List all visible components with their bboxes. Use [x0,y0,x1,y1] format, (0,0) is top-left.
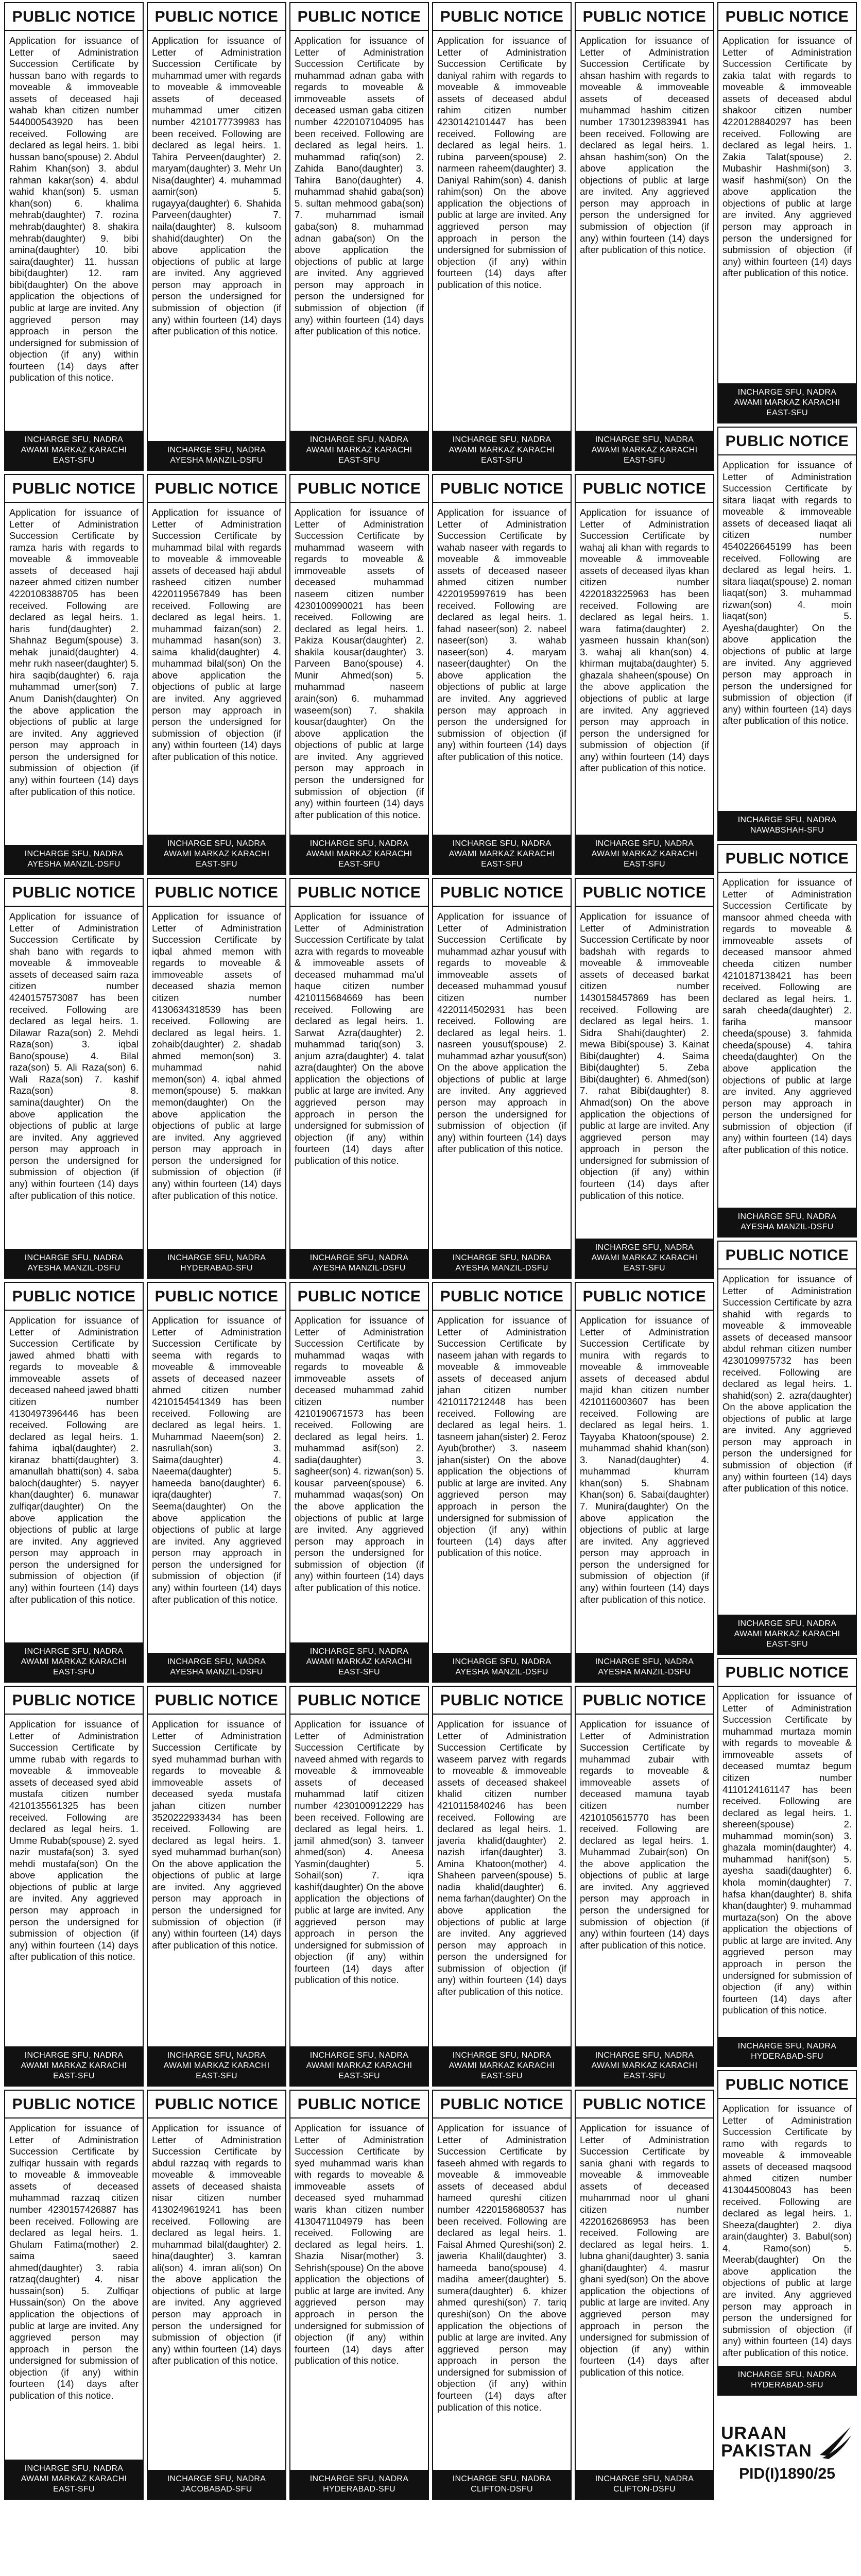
notice-body: Application for issuance of Letter of Administration Succession Certificate by syed muhammad waris khan with regards to moveable & immoveable assets of deceased syed muhammad waris khan citizen number 4130471104979 has been received. Following are declared as legal heirs. 1. Shazia Nisar(mother) 3. Sehrish(spouse) On the above application the objections of public at large are invited. Any aggrieved person may approach in person the undersigned for submission of objection (if any) within fourteen (14) days after publication of this notice. [295,2123,424,2366]
logo-brand-line1: URAAN [721,2424,787,2443]
notice-body: Application for issuance of Letter of Administration Succession Certificate by ahsan hashim with regards to moveable & immoveable assets of deceased muhammad hashim citizen number 1730123983941 has been received. Following are declared as legal heirs. 1. ahsan hashim(son) On the above application the objections of public at large are invited. Any aggrieved person may approach in person the undersigned for submission of objection (if any) within fourteen (14) days after publication of this notice. [580,35,709,256]
notice-title: PUBLIC NOTICE [5,475,143,503]
public-notice [575,1686,714,2087]
notice-body: Application for issuance of Letter of Administration Succession Certificate by naseem jahan with regards to moveable & immoveable assets of deceased anjum jahan citizen number 4210117212448 has been received. Following are declared as legal heirs. 1. tasneem jahan(sister) 2. Feroz Ayub(brother) 3. naseem jahan(sister) On the above application the objections of public at large are invited. Any aggrieved person may approach in person the undersigned for submission of objection (if any) within fourteen (14) days after publication of this notice. [437,1315,566,1558]
public-notice [147,1686,286,2087]
notice-title: PUBLIC NOTICE [718,1242,856,1269]
public-notice [289,1686,429,2087]
notice-body: Application for issuance of Letter of Administration Succession Certificate by mansoor ahmed cheeda with regards to moveable & immoveable assets of deceased mansoor ahmed cheeda citizen number 4210187138421 has been received. Following are declared as legal heirs. 1. sarah cheeda(daughter) 2. fariha mansoor cheeda(spouse) 3. fahmida cheeda(spouse) 4. tahira cheeda(daughter) On the above application the objections of public at large are invited. Any aggrieved person may approach in person the undersigned for submission of objection (if any) within fourteen (14) days after publication of this notice. [722,877,852,1155]
flag-swoosh-icon [817,2424,853,2460]
notice-footer: INCHARGE SFU, NADRA HYDERABAD-SFU [718,2366,856,2395]
notice-body: Application for issuance of Letter of Administration Succession Certificate by muhammad murtaza momin with regards to moveable & immoveable assets of deceased mumtaz begum citizen number 4110124161147 has been received. Following are declared as legal heirs. 1. shereen(spouse) 2. muhammad momin(son) 3. ghazala momin(daughter) 4. muhammad hanif(son) 5. ayesha saadi(daughter) 6. khola momin(daughter) 7. hafsa khan(daughter) 8. shifa khan(daughter) 9. muhammad murtaza(son) On the above application the objections of public at large are invited. Any aggrieved person may approach in person the undersigned for submission of objection (if any) within fourteen (14) days after publication of this notice. [722,1691,852,2016]
notice-title: PUBLIC NOTICE [576,2091,713,2119]
notice-body: Application for issuance of Letter of Administration Succession Certificate by wahaj ali khan with regards to moveable & immoveable assets of deceased ilyas khan citizen number 4220183225963 has been received. Following are declared as legal heirs. 1. wara fatima(daughter) 2. yasmeen hussain khan(son) 3. wahaj ali khan(son) 4. khirman mujtaba(daughter) 5. ghazala shaheen(spouse) On the above application the objections of public at large are invited. Any aggrieved person may approach in person the undersigned for submission of objection (if any) within fourteen (14) days after publication of this notice. [580,507,709,774]
notice-footer: INCHARGE SFU, NADRA CLIFTON-DSFU [576,2470,713,2499]
notice-footer: INCHARGE SFU, NADRA AWAMI MARKAZ KARACHI EAST-SFU [5,2046,143,2086]
notice-column [432,2,572,2508]
publisher-logo-block [717,2399,857,2508]
public-notice [147,1282,286,1683]
notice-title: PUBLIC NOTICE [5,2091,143,2119]
notice-body: Application for issuance of Letter of Administration Succession Certificate by wahab naseer with regards to moveable & immoveable assets of deceased naseer ahmed citizen number 4220195997619 has been received. Following are declared as legal heirs. 1. fahad naseer(son) 2. nabeel naseer(son) 3. wahab naseer(son) 4. maryam naseer(daughter) On the above application the objections of public at large are invited. Any aggrieved person may approach in person the undersigned for submission of objection (if any) within fourteen (14) days after publication of this notice. [437,507,566,762]
public-notice [432,1282,572,1683]
notice-title: PUBLIC NOTICE [718,1659,856,1687]
notice-title: PUBLIC NOTICE [576,475,713,503]
notice-body: Application for issuance of Letter of Administration Succession Certificate by zakia talat with regards to moveable & immoveable assets of deceased abdul shakoor citizen number 4220128840297 has been received. Following are declared as legal heirs. 1. Zakia Talat(spouse) 2. Mubashir Hashmi(son) 3. wasif hashmi(son) On the above application the objections of public at large are invited. Any aggrieved person may approach in person the undersigned for submission of objection (if any) within fourteen (14) days after publication of this notice. [722,35,852,279]
notice-body: Application for issuance of Letter of Administration Succession Certificate by shah bano with regards to moveable & immoveable assets of deceased saim raza citizen number 4240157573087 has been received. Following are declared as legal heirs. 1. Dilawar Raza(son) 2. Mehdi Raza(son) 3. iqbal Bano(spouse) 4. Bilal raza(son) 5. Ali Raza(son) 6. Wali Raza(son) 7. kashif Raza(son) 8. samina(daughter) On the above application the objections of public at large are invited. Any aggrieved person may approach in person the undersigned for submission of objection (if any) within fourteen (14) days after publication of this notice. [9,911,139,1201]
notice-body: Application for issuance of Letter of Administration Succession Certificate by sania ghani with regards to moveable & immoveable assets of deceased muhammad noor ul ghani citizen number 4220162686953 has been received. Following are declared as legal heirs. 1. lubna ghani(daughter) 3. sania ghani(daughter) 4. masrur ghani syed(son) On the above application the objections of public at large are invited. Any aggrieved person may approach in person the undersigned for submission of objection (if any) within fourteen (14) days after publication of this notice. [580,2123,709,2378]
notice-title: PUBLIC NOTICE [148,1283,285,1311]
public-notice [717,2070,857,2396]
notice-footer: INCHARGE SFU, NADRA AWAMI MARKAZ KARACHI EAST-SFU [433,835,571,874]
public-notice [4,474,144,875]
notice-title: PUBLIC NOTICE [5,1687,143,1715]
notice-footer: INCHARGE SFU, NADRA AWAMI MARKAZ KARACHI EAST-SFU [5,431,143,470]
notice-title: PUBLIC NOTICE [718,2071,856,2099]
public-notice [4,1686,144,2087]
notice-footer: INCHARGE SFU, NADRA AYESHA MANZIL-DSFU [148,441,285,470]
public-notice [575,2090,714,2500]
public-notice [289,474,429,875]
notice-body: Application for issuance of Letter of Administration Succession Certificate by jawed ahmed bhatti with regards to moveable & immoveable assets of deceased naheed jawed bhatti citizen number 4130497396446 has been received. Following are declared as legal heirs. 1. fahima iqbal(daughter) 2. kiranaz bhatti(daughter) 3. amanullah bhatti(son) 4. saba baloch(daughter) 5. nayyer khan(daughter) 6. munawar zulfiqar(daughter) On the above application the objections of public at large are invited. Any aggrieved person may approach in person the undersigned for submission of objection (if any) within fourteen (14) days after publication of this notice. [9,1315,139,1605]
notice-title: PUBLIC NOTICE [148,3,285,31]
notice-footer: INCHARGE SFU, NADRA HYDERABAD-SFU [290,2470,428,2499]
notice-title: PUBLIC NOTICE [718,845,856,873]
notice-body: Application for issuance of Letter of Administration Succession Certificate by ramo with regards to moveable & immoveable assets of deceased maqsood ahmed citizen number 4130445008043 has been received. Following are declared as legal heirs. 1. Sheeza(daughter) 2. diya arain(daughter) 3. Babul(son) 4. Ramo(son) 5. Meerab(daughter) On the above application the objections of public at large are invited. Any aggrieved person may approach in person the undersigned for submission of objection (if any) within fourteen (14) days after publication of this notice. [722,2103,852,2358]
notice-footer: INCHARGE SFU, NADRA AWAMI MARKAZ KARACHI EAST-SFU [290,431,428,470]
notices-grid [4,2,857,2508]
notice-title: PUBLIC NOTICE [433,1283,571,1311]
notice-body: Application for issuance of Letter of Administration Succession Certificate by seema with regards to moveable & immoveable assets of deceased nazeer ahmed citizen number 4210154541349 has been received. Following are declared as legal heirs. 1. Muhammad Naeem(son) 2. nasrullah(son) 3. Saima(daughter) 4. Naeema(daughter) 5. hameeda bano(daughter) 6. iqra(daughter) 7. Seema(daughter) On the above application the objections of public at large are invited. Any aggrieved person may approach in person the undersigned for submission of objection (if any) within fourteen (14) days after publication of this notice. [152,1315,281,1605]
notice-column [147,2,286,2508]
notice-footer: INCHARGE SFU, NADRA AWAMI MARKAZ KARACHI EAST-SFU [718,1615,856,1654]
notice-body: Application for issuance of Letter of Administration Succession Certificate by muhammad bilal with regards to moveable & immoveable assets of deceased haji abdul rasheed citizen number 4220119567849 has been received. Following are declared as legal heirs. 1. muhammad faizan(son) 2. muhammad hasan(son) 3. saima khalid(daughter) 4. muhammad bilal(son) On the above application the objections of public at large are invited. Any aggrieved person may approach in person the undersigned for submission of objection (if any) within fourteen (14) days after publication of this notice. [152,507,281,762]
notice-title: PUBLIC NOTICE [433,475,571,503]
notice-body: Application for issuance of Letter of Administration Succession Certificate by syed muhammad burhan with regards to moveable & immoveable assets of deceased syeda mustafa jahan citizen number 3520222933434 has been received. Following are declared as legal heirs. 1. syed muhammad burhan(son) On the above application the objections of public at large are invited. Any aggrieved person may approach in person the undersigned for submission of objection (if any) within fourteen (14) days after publication of this notice. [152,1719,281,1951]
public-notice [4,878,144,1279]
notice-title: PUBLIC NOTICE [433,2091,571,2119]
notice-column [575,2,714,2508]
notice-title: PUBLIC NOTICE [433,879,571,907]
notice-title: PUBLIC NOTICE [576,1687,713,1715]
notice-body: Application for issuance of Letter of Administration Succession Certificate by sitara liaqat with regards to moveable & immoveable assets of deceased liaqat ali citizen number 4540226645199 has been received. Following are declared as legal heirs. 1. sitara liaqat(spouse) 2. noman liaqat(son) 3. muhammad rizwan(son) 4. moin liaqat(son) 5. Ayesha(daughter) On the above application the objections of public at large are invited. Any aggrieved person may approach in person the undersigned for submission of objection (if any) within fourteen (14) days after publication of this notice. [722,460,852,726]
notice-title: PUBLIC NOTICE [290,1687,428,1715]
public-notice [717,1658,857,2067]
notice-footer: INCHARGE SFU, NADRA AWAMI MARKAZ KARACHI EAST-SFU [148,835,285,874]
notice-column [717,2,857,2508]
notice-body: Application for issuance of Letter of Administration Succession Certificate by naveed ahmed with regards to moveable & immoveable assets of deceased muhammad latif citizen number 4230100912229 has been received. Following are declared as legal heirs. 1. jamil ahmed(son) 3. tanveer ahmed(son) 4. Aneesa Yasmin(daughter) 5. Sohail(son) 7. iqra kashif(daughter) On the above application the objections of public at large are invited. Any aggrieved person may approach in person the undersigned for submission of objection (if any) within fourteen (14) days after publication of this notice. [295,1719,424,1986]
uraan-pakistan-logo [721,2424,853,2460]
notice-footer: INCHARGE SFU, NADRA AYESHA MANZIL-DSFU [433,1249,571,1278]
public-notice [289,2090,429,2500]
public-notice [575,1282,714,1683]
notice-footer: INCHARGE SFU, NADRA AWAMI MARKAZ KARACHI EAST-SFU [576,431,713,470]
notice-title: PUBLIC NOTICE [5,3,143,31]
notice-body: Application for issuance of Letter of Administration Succession Certificate by waseem parvez with regards to moveable & immoveable assets of deceased shakeel khalid citizen number 4210115840246 has been received. Following are declared as legal heirs. 1. javeria khalid(daughter) 2. nazish irfan(daughter) 3. Amina Khatoon(mother) 4. Shaheen parveen(spouse) 5. nadia khalid(daughter) 6. nema farhan(daughter) On the above application the objections of public at large are invited. Any aggrieved person may approach in person the undersigned for submission of objection (if any) within fourteen (14) days after publication of this notice. [437,1719,566,1997]
notice-footer: INCHARGE SFU, NADRA AWAMI MARKAZ KARACHI EAST-SFU [290,2046,428,2086]
notice-title: PUBLIC NOTICE [5,879,143,907]
notice-column [289,2,429,2508]
notice-body: Application for issuance of Letter of Administration Succession Certificate by umme rubab with regards to moveable & immoveable assets of deceased syed abid mustafa citizen number 4210135561325 has been received. Following are declared as legal heirs. 1. Umme Rubab(spouse) 2. syed nazir mustafa(son) 3. syed mehdi mustafa(son) On the above application the objections of public at large are invited. Any aggrieved person may approach in person the undersigned for submission of objection (if any) within fourteen (14) days after publication of this notice. [9,1719,139,1962]
notice-title: PUBLIC NOTICE [576,3,713,31]
notice-footer: INCHARGE SFU, NADRA AYESHA MANZIL-DSFU [148,1653,285,1682]
notice-title: PUBLIC NOTICE [576,879,713,907]
notice-footer: INCHARGE SFU, NADRA AWAMI MARKAZ KARACHI EAST-SFU [5,2460,143,2499]
public-notice [717,1241,857,1655]
public-notice [147,474,286,875]
notice-body: Application for issuance of Letter of Administration Succession Certificate by talat azra with regards to moveable & immoveable assets of deceased muhammad ma'ul haque citizen number 4210115684669 has been received. Following are declared as legal heirs. 1. Sarwat Azra(daughter) 2. muhammad tariq(son) 3. anjum azra(daughter) 4. talat azra(daughter) On the above application the objections of public at large are invited. Any aggrieved person may approach in person the undersigned for submission of objection (if any) within fourteen (14) days after publication of this notice. [295,911,424,1166]
notice-body: Application for issuance of Letter of Administration Succession Certificate by daniyal rahim with regards to moveable & immoveable assets of deceased abdul rahim citizen number 4230142101447 has been received. Following are declared as legal heirs. 1. rubina parveen(spouse) 2. narmeen raheem(daughter) 3. Daniyal Rahim(son) 4. danish rahim(son) On the above application the objections of public at large are invited. Any aggrieved person may approach in person the undersigned for submission of objection (if any) within fourteen (14) days after publication of this notice. [437,35,566,290]
notice-footer: INCHARGE SFU, NADRA AWAMI MARKAZ KARACHI EAST-SFU [433,2046,571,2086]
notice-body: Application for issuance of Letter of Administration Succession Certificate by muhammad waqas with regards to moveable & immoveable assets of deceased muhammad zahid citizen number 4210190671573 has been received. Following are declared as legal heirs. 1. muhammad asif(son) 2. sadia(daughter) 3. sagheer(son) 4. rizwan(son) 5. kousar parveen(spouse) 6. muhammad waqas(son) On the above application the objections of public at large are invited. Any aggrieved person may approach in person the undersigned for submission of objection (if any) within fourteen (14) days after publication of this notice. [295,1315,424,1593]
notice-footer: INCHARGE SFU, NADRA AWAMI MARKAZ KARACHI EAST-SFU [718,383,856,422]
notice-footer: INCHARGE SFU, NADRA AWAMI MARKAZ KARACHI EAST-SFU [148,2046,285,2086]
public-notice [432,878,572,1279]
notice-footer: INCHARGE SFU, NADRA AWAMI MARKAZ KARACHI EAST-SFU [433,431,571,470]
notice-footer: INCHARGE SFU, NADRA AWAMI MARKAZ KARACHI EAST-SFU [5,1642,143,1682]
notice-footer: INCHARGE SFU, NADRA AWAMI MARKAZ KARACHI EAST-SFU [576,2046,713,2086]
public-notice [575,2,714,471]
public-notice [432,474,572,875]
public-notice [717,427,857,841]
notice-footer: INCHARGE SFU, NADRA HYDERABAD-SFU [718,2037,856,2066]
notice-column [4,2,144,2508]
public-notice [432,2,572,471]
notice-footer: INCHARGE SFU, NADRA CLIFTON-DSFU [433,2470,571,2499]
public-notice [575,474,714,875]
public-notice [4,2,144,471]
public-notice [432,1686,572,2087]
notice-body: Application for issuance of Letter of Administration Succession Certificate by muhammad adnan gaba with regards to moveable & immoveable assets of deceased usman gaba citizen number 4220107104095 has been received. Following are declared as legal heirs. 1. muhammad rafiq(son) 2. Zahida Bano(daughter) 3. Tahira Bano(daughter) 4. muhammad shahid gaba(son) 5. sultan mehmood gaba(son) 7. muhammad ismail gaba(son) 8. muhammad adnan gaba(son) On the above application the objections of public at large are invited. Any aggrieved person may approach in person the undersigned for submission of objection (if any) within fourteen (14) days after publication of this notice. [295,35,424,337]
notice-body: Application for issuance of Letter of Administration Succession Certificate by iqbal ahmed memon with regards to moveable & immoveable assets of deceased shazia memon citizen number 4130634318539 has been received. Following are declared as legal heirs. 1. zohaib(daughter) 2. shadab ahmed memon(son) 3. muhammad nahid memon(son) 4. iqbal ahmed memon(spouse) 5. makkan memon(daughter) On the above application the objections of public at large are invited. Any aggrieved person may approach in person the undersigned for submission of objection (if any) within fourteen (14) days after publication of this notice. [152,911,281,1201]
notice-body: Application for issuance of Letter of Administration Succession Certificate by zulfiqar hussain with regards to moveable & immoveable assets of deceased muhammad razzaq citizen number 4230157426887 has been received. Following are declared as legal heirs. 1. Ghulam Fatima(mother) 2. saima saeed ahmed(daughter) 3. rabia ratzaq(daughter) 4. nisar hussain(son) 5. Zulfiqar Hussain(son) On the above application the objections of public at large are invited. Any aggrieved person may approach in person the undersigned for submission of objection (if any) within fourteen (14) days after publication of this notice. [9,2123,139,2401]
notice-title: PUBLIC NOTICE [148,475,285,503]
notice-footer: INCHARGE SFU, NADRA AYESHA MANZIL-DSFU [718,1208,856,1236]
notice-body: Application for issuance of Letter of Administration Succession Certificate by hussan bano with regards to moveable & immoveable assets of deceased haji wahab khan citizen number 544000543920 has been received. Following are declared as legal heirs. 1. bibi hussan bano(spouse) 2. Abdul Rahim Khan(son) 3. abdul rahman kakar(son) 4. abdul wahid khan(son) 5. usman khan(son) 6. khalima mehrab(daughter) 7. rozina mehrab(daughter) 8. shakira mehrab(daughter) 9. bibi amina(daughter) 10. bibi saira(daughter) 11. hussan bibi(daughter) 12. ram bibi(daughter) On the above application the objections of public at large are invited. Any aggrieved person may approach in person the undersigned for submission of objection (if any) within fourteen (14) days after publication of this notice. [9,35,139,383]
notice-title: PUBLIC NOTICE [433,3,571,31]
public-notice [147,878,286,1279]
notice-footer: INCHARGE SFU, NADRA AWAMI MARKAZ KARACHI EAST-SFU [576,1239,713,1278]
notice-footer: INCHARGE SFU, NADRA AYESHA MANZIL-DSFU [433,1653,571,1682]
notice-footer: INCHARGE SFU, NADRA JACOBABAD-SFU [148,2470,285,2499]
public-notice [289,1282,429,1683]
notice-footer: INCHARGE SFU, NADRA AYESHA MANZIL-DSFU [290,1249,428,1278]
public-notice [289,2,429,471]
logo-brand-line2: PAKISTAN [721,2441,812,2461]
notice-title: PUBLIC NOTICE [148,1687,285,1715]
notice-title: PUBLIC NOTICE [433,1687,571,1715]
notice-body: Application for issuance of Letter of Administration Succession Certificate by munira with regards to moveable & immoveable assets of deceased abdul majid khan citizen number 4210116003607 has been received. Following are declared as legal heirs. 1. Tayyaba Khatoon(spouse) 2. muhammad shahid khan(son) 3. Nanad(daughter) 4. muhammad khurram khan(son) 5. Shabnam Khan(son) 6. Sabai(daughter) 7. Munira(daughter) On the above application the objections of public at large are invited. Any aggrieved person may approach in person the undersigned for submission of objection (if any) within fourteen (14) days after publication of this notice. [580,1315,709,1605]
notice-body: Application for issuance of Letter of Administration Succession Certificate by noor badshah with regards to moveable & immoveable assets of deceased barkat citizen number 1430158457869 has been received. Following are declared as legal heirs. 1. Sidra Shahi(daughter) 2. mewa Bibi(spouse) 3. Kainat Bibi(daughter) 4. Saima Bibi(daughter) 5. Zeba Bibi(daughter) 6. Ahmed(son) 7. rahat Bibi(daughter) 8. Ahmad(son) On the above application the objections of public at large are invited. Any aggrieved person may approach in person the undersigned for submission of objection (if any) within fourteen (14) days after publication of this notice. [580,911,709,1201]
notice-footer: INCHARGE SFU, NADRA AWAMI MARKAZ KARACHI EAST-SFU [576,835,713,874]
notice-footer: INCHARGE SFU, NADRA AYESHA MANZIL-DSFU [5,845,143,874]
notice-title: PUBLIC NOTICE [290,1283,428,1311]
notice-title: PUBLIC NOTICE [290,2091,428,2119]
notice-title: PUBLIC NOTICE [290,475,428,503]
notice-footer: INCHARGE SFU, NADRA HYDERABAD-SFU [148,1249,285,1278]
public-notice [432,2090,572,2500]
notice-body: Application for issuance of Letter of Administration Succession Certificate by faseeh ahmed with regards to moveable & immoveable assets of deceased abdul hameed qureshi citizen number 4220158680537 has been received. Following are declared as legal heirs. 1. Faisal Ahmed Qureshi(son) 2. jaweria Khalil(daughter) 3. hameeda bano(spouse) 4. madiha ameer(daughter) 5. sumera(daughter) 6. khizer ahmed qureshi(son) 7. tariq qureshi(son) On the above application the objections of public at large are invited. Any aggrieved person may approach in person the undersigned for submission of objection (if any) within fourteen (14) days after publication of this notice. [437,2123,566,2413]
notice-footer: INCHARGE SFU, NADRA NAWABSHAH-SFU [718,811,856,840]
notice-body: Application for issuance of Letter of Administration Succession Certificate by muhammad zubair with regards to moveable & immoveable assets of deceased mamuna tayab citizen number 4210105615770 has been received. Following are declared as legal heirs. 1. Muhammad Zubair(son) On the above application the objections of public at large are invited. Any aggrieved person may approach in person the undersigned for submission of objection (if any) within fourteen (14) days after publication of this notice. [580,1719,709,1951]
notice-title: PUBLIC NOTICE [148,2091,285,2119]
pid-number: PID(I)1890/25 [739,2465,835,2482]
notice-title: PUBLIC NOTICE [290,3,428,31]
notice-body: Application for issuance of Letter of Administration Succession Certificate by muhammad umer with regards to moveable & immoveable assets of deceased muhammad umer citizen number 4210177739983 has been received. Following are declared as legal heirs. 1. Tahira Perveen(daughter) 2. maryam(daughter) 3. Mehr Un Nisa(daughter) 4. muhammad aamir(son) 5. rugayya(daughter) 6. Shahida Parveen(daughter) 7. naila(daughter) 8. kulsoom shahid(daughter) On the above application the objections of public at large are invited. Any aggrieved person may approach in person the undersigned for submission of objection (if any) within fourteen (14) days after publication of this notice. [152,35,281,337]
public-notice [717,844,857,1238]
public-notice [147,2090,286,2500]
notice-body: Application for issuance of Letter of Administration Succession Certificate by ramza haris with regards to moveable & immoveable assets of deceased haji nazeer ahmed citizen number 4220108388705 has been received. Following are declared as legal heirs. 1. haris fund(daughter) 2. Shahnaz Begum(spouse) 3. mehak junaid(daughter) 4. mehr rukh naseer(daughter) 5. hira saqib(daughter) 6. raja muhammad umer(son) 7. Anum Danish(daughter) On the above application the objections of public at large are invited. Any aggrieved person may approach in person the undersigned for submission of objection (if any) within fourteen (14) days after publication of this notice. [9,507,139,797]
notice-body: Application for issuance of Letter of Administration Succession Certificate by azra shahid with regards to moveable & immoveable assets of deceased mansoor abdul rehman citizen number 4230109975732 has been received. Following are declared as legal heirs. 1. shahid(son) 2. azra(daughter) On the above application the objections of public at large are invited. Any aggrieved person may approach in person the undersigned for submission of objection (if any) within fourteen (14) days after publication of this notice. [722,1274,852,1494]
notice-title: PUBLIC NOTICE [148,879,285,907]
notice-title: PUBLIC NOTICE [576,1283,713,1311]
public-notice [575,878,714,1279]
notice-body: Application for issuance of Letter of Administration Succession Certificate by muhammad azhar yousuf with regards to moveable & immoveable assets of deceased muhammad yousuf citizen number 4220114502931 has been received. Following are declared as legal heirs. 1. nasreen yousuf(spouse) 2. muhammad azhar yousuf(son) On the above application the objections of public at large are invited. Any aggrieved person may approach in person the undersigned for submission of objection (if any) within fourteen (14) days after publication of this notice. [437,911,566,1155]
notice-footer: INCHARGE SFU, NADRA AYESHA MANZIL-DSFU [576,1653,713,1682]
notice-footer: INCHARGE SFU, NADRA AYESHA MANZIL-DSFU [5,1249,143,1278]
notice-title: PUBLIC NOTICE [718,3,856,31]
notice-title: PUBLIC NOTICE [5,1283,143,1311]
public-notice [4,1282,144,1683]
public-notice [289,878,429,1279]
public-notice [4,2090,144,2500]
notice-title: PUBLIC NOTICE [290,879,428,907]
notice-footer: INCHARGE SFU, NADRA AWAMI MARKAZ KARACHI EAST-SFU [290,835,428,874]
notice-title: PUBLIC NOTICE [718,428,856,455]
public-notice [147,2,286,471]
public-notice [717,2,857,423]
notice-footer: INCHARGE SFU, NADRA AWAMI MARKAZ KARACHI EAST-SFU [290,1642,428,1682]
notice-body: Application for issuance of Letter of Administration Succession Certificate by muhammad waseem with regards to moveable & immoveable assets of deceased muhammad naseem citizen number 4230100990021 has been received. Following are declared as legal heirs. 1. Pakiza Kousar(daughter) 2. shakila kousar(daughter) 3. Parveen Bano(spouse) 4. Munir Ahmed(son) 5. muhammad naseem arain(son) 6. muhammad waseem(son) 7. shakila kousar(daughter) On the above application the objections of public at large are invited. Any aggrieved person may approach in person the undersigned for submission of objection (if any) within fourteen (14) days after publication of this notice. [295,507,424,820]
notice-body: Application for issuance of Letter of Administration Succession Certificate by abdul razzaq with regards to moveable & immoveable assets of deceased shaista nisar citizen number 4130249619241 has been received. Following are declared as legal heirs. 1. muhammad bilal(daughter) 2. hina(daughter) 3. kamran ali(son) 4. imran ali(son) On the above application the objections of public at large are invited. Any aggrieved person may approach in person the undersigned for submission of objection (if any) within fourteen (14) days after publication of this notice. [152,2123,281,2366]
